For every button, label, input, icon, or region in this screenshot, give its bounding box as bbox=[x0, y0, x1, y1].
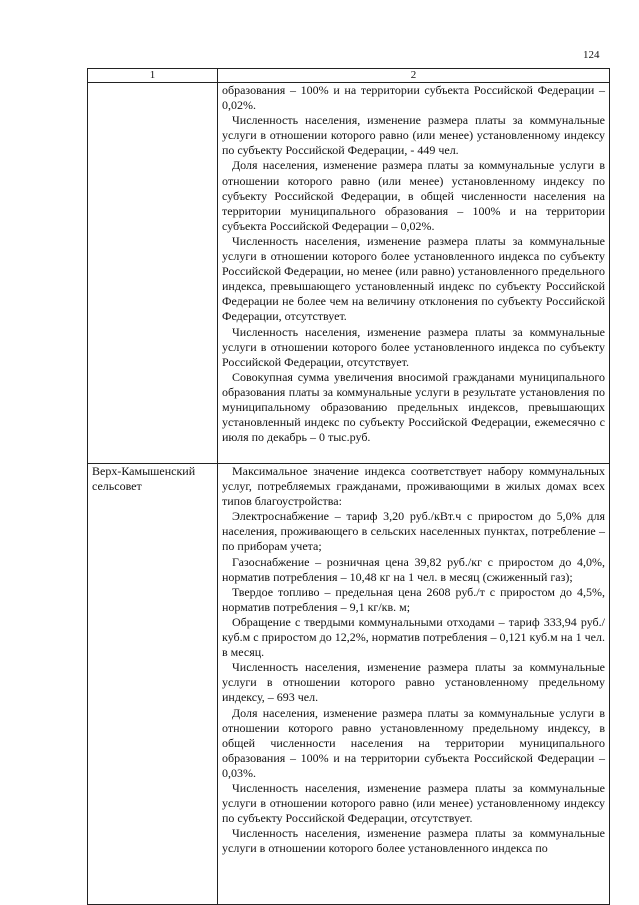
paragraph: Численность населения, изменение размера платы за коммунальные услуги в отношении которого равно (или менее) установленному индексу по субъекту Российской Федерации, отсутствует. bbox=[222, 780, 605, 826]
document-table bbox=[87, 68, 610, 905]
paragraph: Численность населения, изменение размера платы за коммунальные услуги в отношении которого более установленного индекса по bbox=[222, 826, 605, 856]
paragraph: Численность населения, изменение размера платы за коммунальные услуги в отношении которого равно установленному предельному индексу, – 693 чел. bbox=[222, 660, 605, 705]
page-number: 124 bbox=[583, 49, 600, 61]
paragraph: Обращение с твердыми коммунальными отходами – тариф 333,94 руб./куб.м с приростом до 12,2%, норматив потребления – 0,121 куб.м на 1 чел. в месяц. bbox=[222, 614, 605, 660]
paragraph: Численность населения, изменение размера платы за коммунальные услуги в отношении которого равно (или менее) установленному индексу по субъекту Российской Федерации, - 449 чел. bbox=[222, 113, 605, 158]
paragraph: Численность населения, изменение размера платы за коммунальные услуги в отношении которого более установленного индекса по субъекту Российской Федерации, но менее (или равно) установленного предельного индекса, превышающего установленный индекс по субъекту Российской Федерации не более чем на величину отклонения по субъекту Российской Федерации, отсутствует. bbox=[222, 233, 605, 324]
table-row bbox=[88, 83, 610, 464]
paragraph: Твердое топливо – предельная цена 2608 руб./т с приростом до 4,5%, норматив потребления – 9,1 кг/кв. м; bbox=[222, 584, 605, 614]
paragraph: Доля населения, изменение размера платы за коммунальные услуги в отношении которого равно (или менее) установленному индексу по субъекту Российской Федерации, в общей численности населения на территории муниципального образования – 100% и на территории субъекта Российской Федерации – 0,02%. bbox=[222, 158, 605, 233]
table-header-row bbox=[88, 69, 610, 83]
description-cell bbox=[218, 83, 610, 464]
paragraph: Газоснабжение – розничная цена 39,82 руб./кг с приростом до 4,0%, норматив потребления – 10,48 кг на 1 чел. в месяц (сжиженный газ); bbox=[222, 554, 605, 584]
paragraph: Электроснабжение – тариф 3,20 руб./кВт.ч с приростом до 5,0% для населения, проживающего в сельских населенных пунктах, потребление – по приборам учета; bbox=[222, 509, 605, 554]
municipality-cell bbox=[88, 83, 218, 464]
municipality-name: Верх-Камышенский сельсовет bbox=[92, 464, 196, 494]
table-row bbox=[88, 464, 610, 905]
header-col2: 2 bbox=[218, 69, 610, 83]
description-cell bbox=[218, 464, 610, 905]
paragraph: Численность населения, изменение размера платы за коммунальные услуги в отношении которого более установленного индекса по субъекту Российской Федерации, отсутствует. bbox=[222, 324, 605, 369]
paragraph: Доля населения, изменение размера платы за коммунальные услуги в отношении которого равно установленному предельному индексу, в общей численности населения на территории муниципального образования – 100% и на территории субъекта Российской Федерации – 0,03%. bbox=[222, 705, 605, 780]
municipality-cell bbox=[88, 464, 218, 905]
paragraph: Максимальное значение индекса соответствует набору коммунальных услуг, потребляемых гражданами, проживающими в жилых домах всех типов благоустройства: bbox=[222, 464, 605, 509]
paragraph: образования – 100% и на территории субъекта Российской Федерации – 0,02%. bbox=[222, 83, 605, 113]
header-col1: 1 bbox=[88, 69, 218, 83]
paragraph: Совокупная сумма увеличения вносимой гражданами муниципального образования платы за коммунальные услуги в результате установления по муниципальному образованию предельных индексов, превышающих установленный индекс по субъекту Российской Федерации, ежемесячно с июля по декабрь – 0 тыс.руб. bbox=[222, 369, 605, 445]
